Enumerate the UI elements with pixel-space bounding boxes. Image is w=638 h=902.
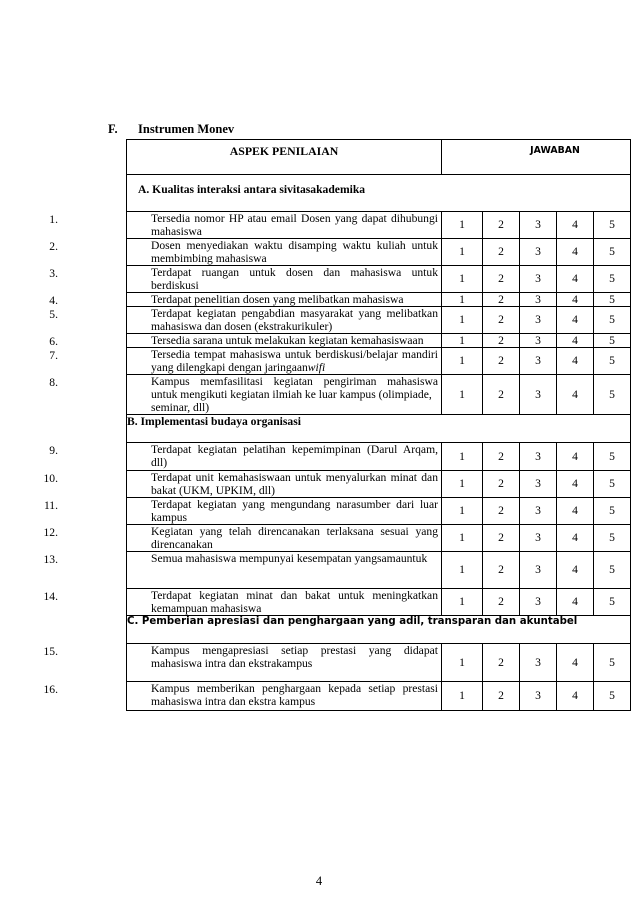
table-row (127, 306, 631, 333)
item-line-text: yang dilengkapi dengan jaringaan (151, 360, 308, 374)
item-line: Dosen menyediakan waktu disamping waktu kuliah untuk (151, 238, 438, 252)
item-text (127, 498, 441, 524)
score-option-5[interactable]: 5 (594, 265, 631, 292)
item-statement (49, 212, 442, 239)
table-body (43, 175, 631, 711)
score-option-2[interactable]: 2 (483, 333, 520, 347)
section-heading (108, 122, 234, 137)
item-text (127, 348, 441, 374)
item-number: 7. (49, 348, 58, 362)
score-option-4[interactable]: 4 (557, 681, 594, 710)
score-option-1[interactable]: 1 (442, 212, 483, 239)
item-line: Kegiatan yang telah direncanakan terlaksana sesuai yang (151, 524, 438, 538)
score-option-1[interactable]: 1 (442, 497, 483, 524)
item-number: 16. (43, 682, 58, 696)
item-line: Semua mahasiswa mempunyai kesempatan yangsamauntuk (151, 551, 428, 565)
item-statement (49, 238, 442, 265)
item-line (151, 388, 438, 401)
score-option-3[interactable]: 3 (520, 524, 557, 551)
score-option-2[interactable]: 2 (483, 212, 520, 239)
item-text (127, 375, 441, 414)
table-row (127, 442, 631, 470)
item-number: 6. (49, 334, 58, 348)
item-italic-text: wifi (307, 360, 326, 374)
score-option-2[interactable]: 2 (483, 306, 520, 333)
item-line (151, 511, 438, 524)
item-line (151, 657, 438, 670)
score-option-3[interactable]: 3 (520, 497, 557, 524)
item-statement (49, 292, 442, 307)
score-option-3[interactable]: 3 (520, 238, 557, 265)
item-line-text: mahasiswa (151, 224, 202, 238)
score-option-4[interactable]: 4 (557, 238, 594, 265)
section-title: Instrumen Monev (138, 122, 235, 136)
item-text (127, 266, 441, 292)
item-number: 2. (49, 239, 58, 253)
header-answer: JAWABAN (442, 140, 631, 175)
item-line: Terdapat kegiatan yang mengundang narasumber dari luar (151, 497, 438, 511)
score-option-5[interactable]: 5 (594, 442, 631, 470)
table-row (127, 374, 631, 414)
score-option-4[interactable]: 4 (557, 643, 594, 681)
score-option-5[interactable]: 5 (594, 333, 631, 347)
item-statement (43, 643, 442, 681)
score-option-1[interactable]: 1 (442, 292, 483, 306)
score-option-4[interactable]: 4 (557, 497, 594, 524)
score-option-4[interactable]: 4 (557, 292, 594, 306)
item-line: Terdapat unit kemahasiswaan untuk menyalurkan minat dan (151, 470, 438, 484)
item-line-text: mahasiswa dan dosen (ekstrakurikuler) (151, 319, 333, 333)
item-text (127, 212, 441, 238)
item-line (151, 484, 438, 497)
score-option-1[interactable]: 1 (442, 265, 483, 292)
score-option-1[interactable]: 1 (442, 374, 483, 414)
score-option-4[interactable]: 4 (557, 347, 594, 374)
score-option-5[interactable]: 5 (594, 292, 631, 306)
score-option-1[interactable]: 1 (442, 238, 483, 265)
score-option-2[interactable]: 2 (483, 292, 520, 306)
score-option-2[interactable]: 2 (483, 238, 520, 265)
score-option-5[interactable]: 5 (594, 551, 631, 588)
item-line (151, 538, 438, 551)
item-line-text: dll) (151, 455, 168, 469)
page-number: 4 (315, 874, 323, 888)
item-line-text: direncanakan (151, 537, 213, 551)
item-number: 10. (43, 471, 58, 485)
table-row (127, 265, 631, 292)
item-text (127, 644, 441, 670)
item-line (151, 279, 438, 292)
item-text (127, 525, 441, 551)
table-row (127, 292, 631, 306)
table-row (127, 333, 631, 347)
assessment-table (43, 139, 631, 711)
item-line: Tersedia sarana untuk melakukan kegiatan kemahasiswaan (151, 333, 424, 347)
item-statement (49, 265, 442, 292)
item-line (151, 252, 438, 265)
score-option-3[interactable]: 3 (520, 265, 557, 292)
table-row (127, 643, 631, 681)
score-option-2[interactable]: 2 (483, 551, 520, 588)
item-line-text: berdiskusi (151, 278, 199, 292)
score-option-3[interactable]: 3 (520, 588, 557, 615)
item-text (127, 471, 441, 497)
item-line-text: mahasiswa intra dan ekstra kampus (151, 694, 316, 708)
group-title: C. Pemberian apresiasi dan penghargaan yang adil, transparan dan akuntabel (127, 615, 631, 643)
item-statement (43, 681, 442, 710)
item-line-text: untuk mengikuti kegiatan ilmiah ke luar kampus (olimpiade, (151, 387, 432, 401)
item-line: Terdapat ruangan untuk dosen dan mahasiswa untuk (151, 265, 438, 279)
score-option-5[interactable]: 5 (594, 497, 631, 524)
item-line: Terdapat penelitian dosen yang melibatkan mahasiswa (151, 292, 404, 306)
score-option-5[interactable]: 5 (594, 347, 631, 374)
item-number: 13. (43, 552, 58, 566)
score-option-3[interactable]: 3 (520, 212, 557, 239)
group-row (127, 175, 631, 212)
item-statement (43, 588, 442, 615)
score-option-1[interactable]: 1 (442, 306, 483, 333)
group-title: A. Kualitas interaksi antara sivitasakademika (127, 175, 631, 212)
score-option-1[interactable]: 1 (442, 333, 483, 347)
group-row (127, 615, 631, 643)
score-option-3[interactable]: 3 (520, 306, 557, 333)
item-line-text: membimbing mahasiswa (151, 251, 267, 265)
score-option-5[interactable]: 5 (594, 212, 631, 239)
item-line (151, 456, 438, 469)
score-option-5[interactable]: 5 (594, 238, 631, 265)
score-option-2[interactable]: 2 (483, 265, 520, 292)
score-option-4[interactable]: 4 (557, 306, 594, 333)
score-option-5[interactable]: 5 (594, 470, 631, 497)
score-option-4[interactable]: 4 (557, 588, 594, 615)
table-row (127, 212, 631, 239)
score-option-2[interactable]: 2 (483, 374, 520, 414)
item-number: 9. (49, 443, 58, 457)
score-option-2[interactable]: 2 (483, 497, 520, 524)
table-row (127, 551, 631, 588)
item-statement (43, 524, 442, 551)
item-line: Terdapat kegiatan minat dan bakat untuk meningkatkan (151, 588, 438, 602)
item-number: 11. (43, 498, 58, 512)
item-line-text: kampus (151, 510, 188, 524)
item-line (151, 695, 438, 708)
item-line (151, 225, 438, 238)
item-text (127, 334, 441, 347)
score-option-3[interactable]: 3 (520, 292, 557, 306)
item-line (151, 602, 438, 615)
item-text (127, 682, 441, 708)
item-line: Tersedia nomor HP atau email Dosen yang dapat dihubungi (151, 212, 438, 225)
item-number: 8. (49, 375, 58, 389)
score-option-5[interactable]: 5 (594, 306, 631, 333)
item-text (127, 307, 441, 333)
item-line: Kampus memfasilitasi kegiatan pengiriman mahasiswa (151, 374, 438, 388)
score-option-3[interactable]: 3 (520, 643, 557, 681)
score-option-1[interactable]: 1 (442, 643, 483, 681)
score-option-3[interactable]: 3 (520, 681, 557, 710)
item-statement (49, 347, 442, 374)
item-text (127, 589, 441, 615)
score-option-5[interactable]: 5 (594, 588, 631, 615)
item-statement (49, 442, 442, 470)
item-text (127, 239, 441, 265)
score-option-2[interactable]: 2 (483, 588, 520, 615)
item-statement (49, 333, 442, 348)
item-line-text: mahasiswa intra dan ekstrakampus (151, 656, 313, 670)
item-statement (49, 306, 442, 333)
item-number: 14. (43, 589, 58, 603)
score-option-4[interactable]: 4 (557, 551, 594, 588)
item-number: 5. (49, 307, 58, 321)
score-option-2[interactable]: 2 (483, 524, 520, 551)
score-option-1[interactable]: 1 (442, 347, 483, 374)
score-option-4[interactable]: 4 (557, 524, 594, 551)
score-option-1[interactable]: 1 (442, 551, 483, 588)
score-option-2[interactable]: 2 (483, 681, 520, 710)
table-row (127, 588, 631, 615)
score-option-2[interactable]: 2 (483, 347, 520, 374)
score-option-4[interactable]: 4 (557, 442, 594, 470)
item-statement (49, 374, 442, 414)
table-row (127, 524, 631, 551)
table-row (127, 497, 631, 524)
score-option-3[interactable]: 3 (520, 470, 557, 497)
score-option-1[interactable]: 1 (442, 524, 483, 551)
item-statement (43, 470, 442, 497)
item-text (127, 552, 441, 565)
score-option-3[interactable]: 3 (520, 374, 557, 414)
item-number: 3. (49, 266, 58, 280)
section-letter: F. (108, 122, 118, 136)
table-row (127, 238, 631, 265)
score-option-3[interactable]: 3 (520, 442, 557, 470)
item-line: Terdapat kegiatan pelatihan kepemimpinan (Darul Arqam, (151, 442, 438, 456)
item-line: Terdapat kegiatan pengabdian masyarakat yang melibatkan (151, 306, 438, 320)
table-header-row (127, 140, 631, 175)
item-statement (43, 497, 442, 524)
score-option-2[interactable]: 2 (483, 643, 520, 681)
item-number: 4. (49, 293, 58, 307)
item-text (127, 293, 441, 306)
item-line: seminar, dll) (151, 400, 210, 414)
score-option-5[interactable]: 5 (594, 681, 631, 710)
table-row (127, 470, 631, 497)
score-option-3[interactable]: 3 (520, 347, 557, 374)
item-number: 1. (49, 213, 58, 226)
score-option-1[interactable]: 1 (442, 588, 483, 615)
table-row (127, 347, 631, 374)
table-row (127, 681, 631, 710)
score-option-4[interactable]: 4 (557, 333, 594, 347)
score-option-4[interactable]: 4 (557, 470, 594, 497)
score-option-2[interactable]: 2 (483, 470, 520, 497)
header-aspect: ASPEK PENILAIAN (127, 140, 442, 175)
score-option-5[interactable]: 5 (594, 643, 631, 681)
score-option-3[interactable]: 3 (520, 551, 557, 588)
item-line (151, 361, 438, 374)
score-option-2[interactable]: 2 (483, 442, 520, 470)
score-option-4[interactable]: 4 (557, 212, 594, 239)
score-option-3[interactable]: 3 (520, 333, 557, 347)
score-option-1[interactable]: 1 (442, 681, 483, 710)
item-line (151, 320, 438, 333)
score-option-5[interactable]: 5 (594, 374, 631, 414)
score-option-1[interactable]: 1 (442, 442, 483, 470)
item-line: Kampus mengapresiasi setiap prestasi yang didapat (151, 643, 438, 657)
group-title: B. Implementasi budaya organisasi (127, 414, 631, 442)
item-line-text: bakat (UKM, UPKIM, dll) (151, 483, 275, 497)
score-option-4[interactable]: 4 (557, 374, 594, 414)
item-number: 15. (43, 644, 58, 658)
item-text (127, 443, 441, 469)
item-line: Tersedia tempat mahasiswa untuk berdiskusi/belajar mandiri (151, 347, 438, 361)
group-row (127, 414, 631, 442)
score-option-1[interactable]: 1 (442, 470, 483, 497)
score-option-4[interactable]: 4 (557, 265, 594, 292)
item-statement (43, 551, 442, 588)
score-option-5[interactable]: 5 (594, 524, 631, 551)
item-line-text: kemampuan mahasiswa (151, 601, 262, 615)
item-number: 12. (43, 525, 58, 539)
item-line: Kampus memberikan penghargaan kepada setiap prestasi (151, 681, 438, 695)
